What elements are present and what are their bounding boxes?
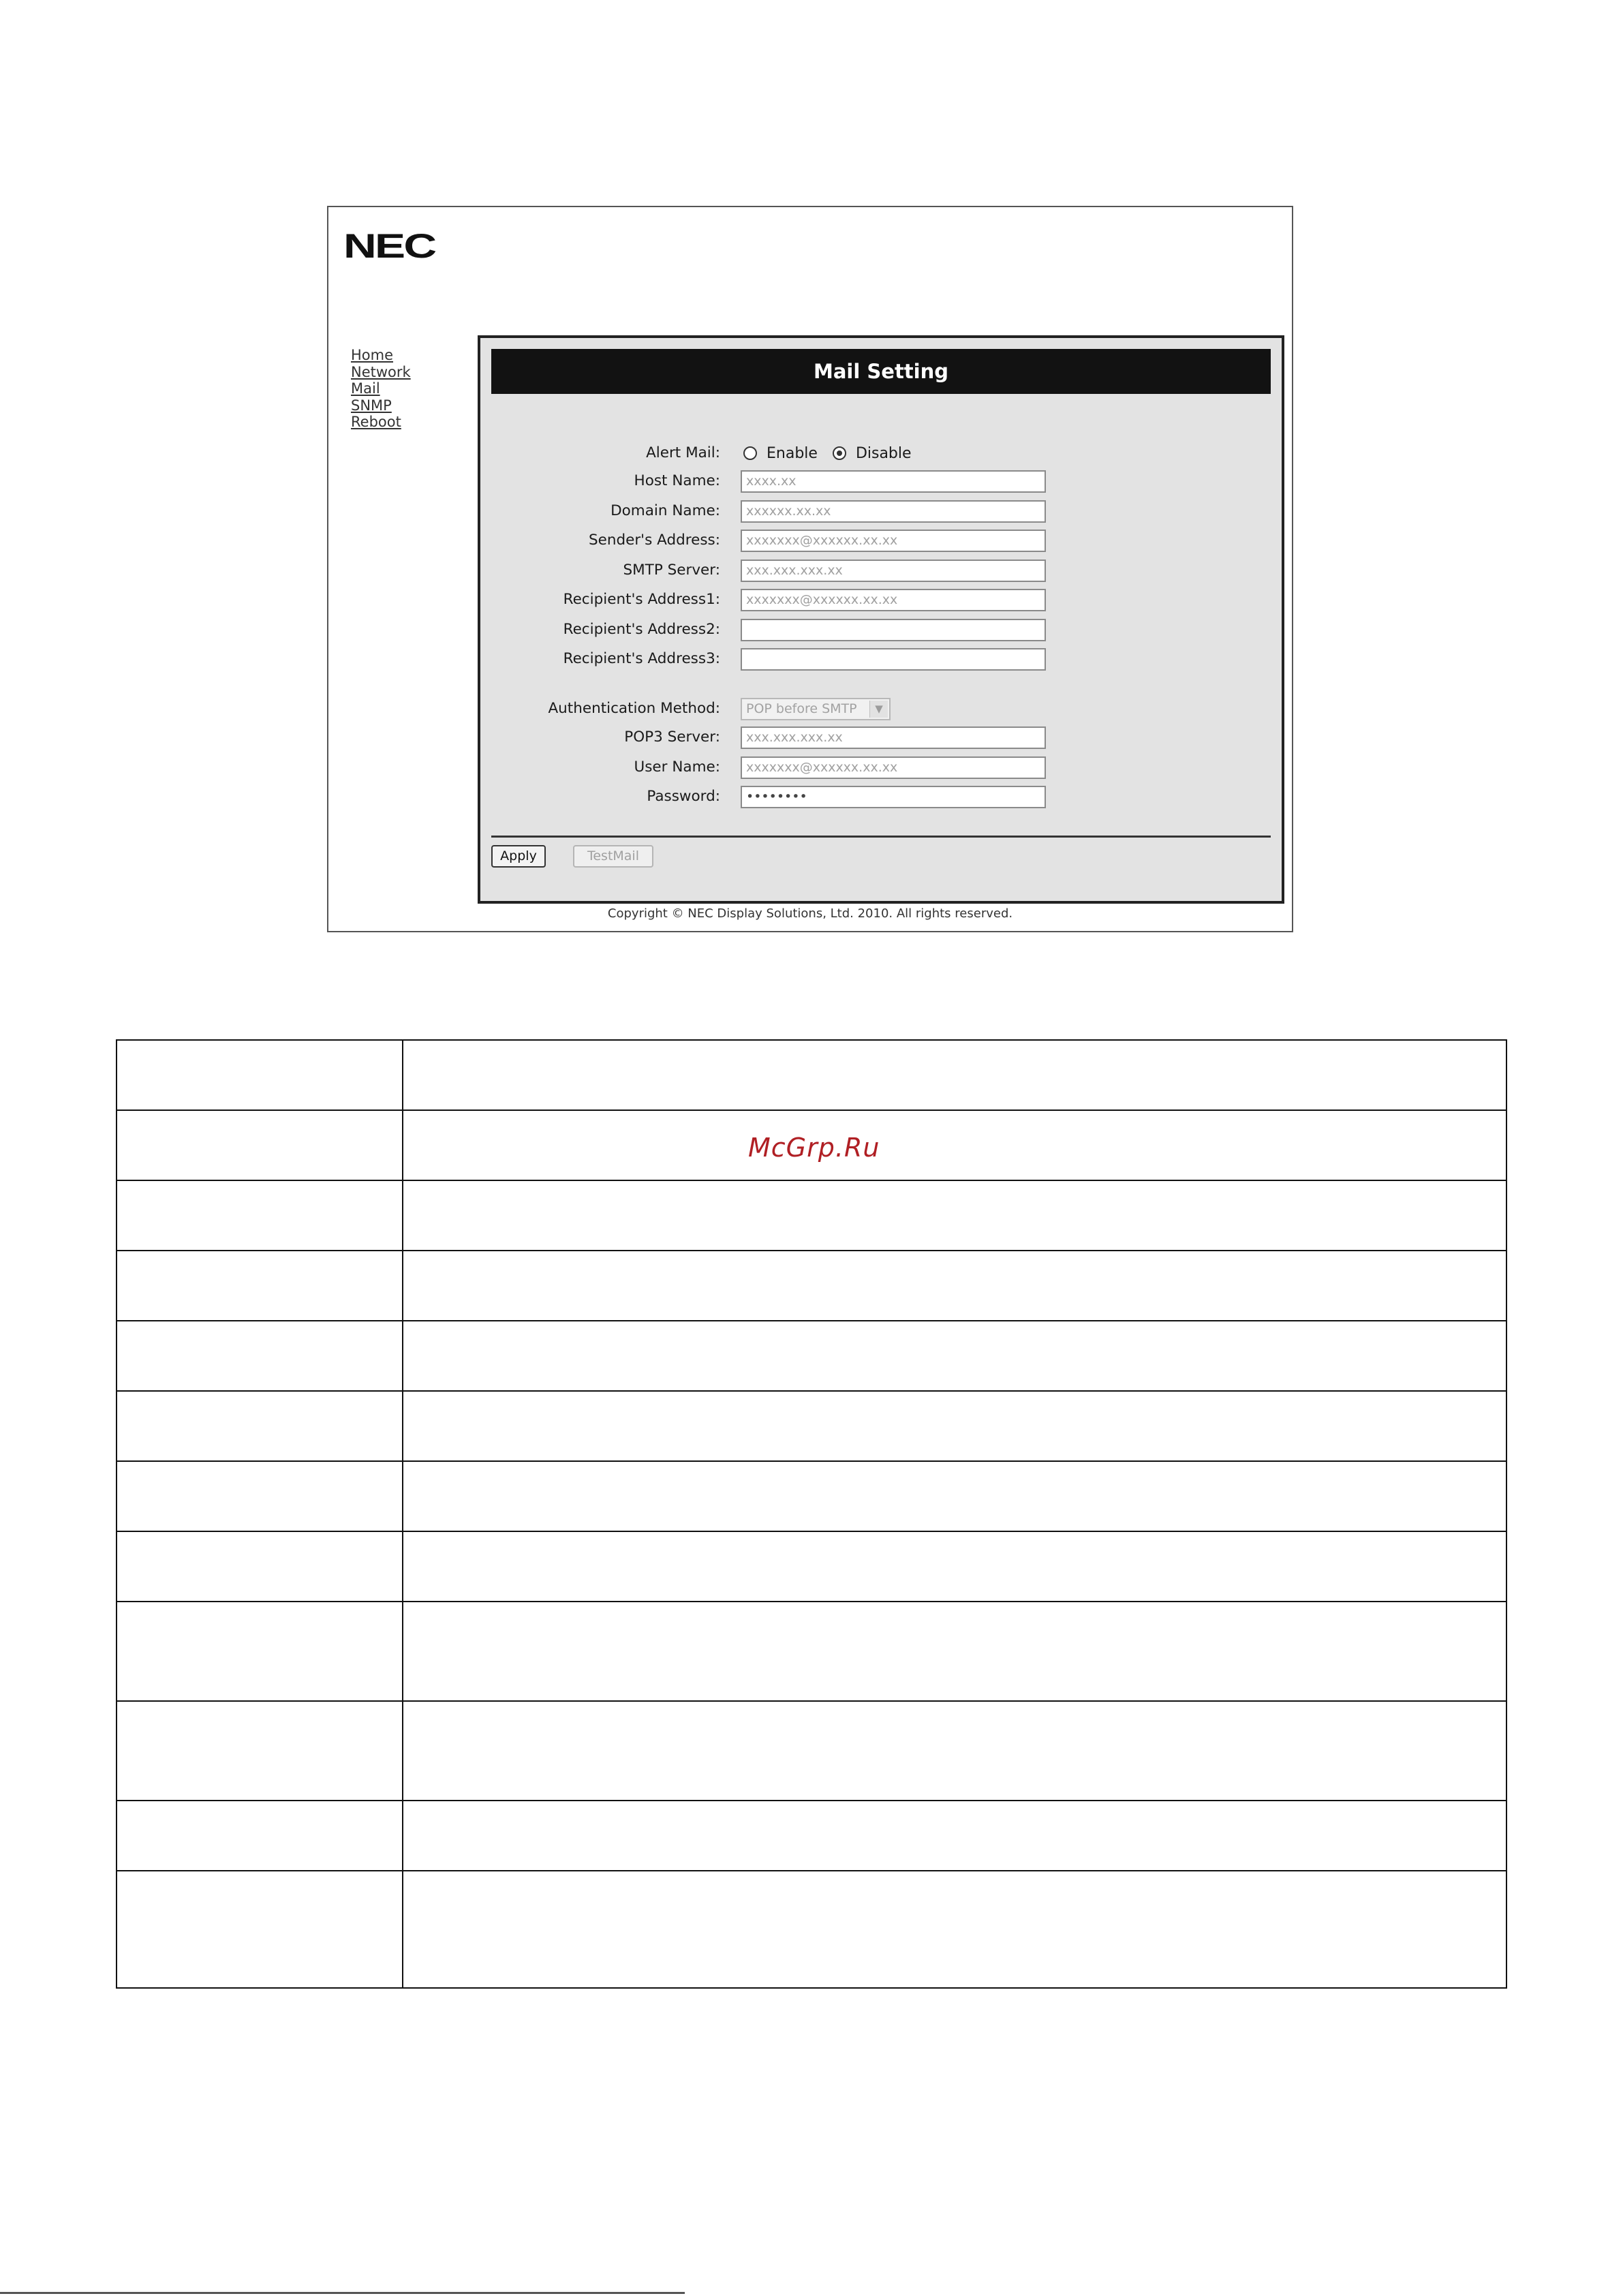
domain-name-row bbox=[480, 498, 1282, 524]
panel-title: Mail Setting bbox=[491, 349, 1271, 394]
apply-button[interactable]: Apply bbox=[491, 845, 546, 868]
smtp-server-input[interactable]: xxx.xxx.xxx.xx bbox=[741, 560, 1046, 582]
nec-logo: NEC bbox=[343, 227, 435, 265]
host-name-label: Host Name: bbox=[634, 472, 720, 489]
footer-rule bbox=[0, 2292, 685, 2294]
table-row bbox=[117, 1602, 1506, 1701]
table-row bbox=[117, 1391, 1506, 1461]
sender-address-input[interactable]: xxxxxxx@xxxxxx.xx.xx bbox=[741, 530, 1046, 552]
panel-divider bbox=[491, 836, 1271, 838]
user-name-row bbox=[480, 754, 1282, 780]
sender-address-label: Sender's Address: bbox=[588, 532, 720, 549]
sender-address-row bbox=[480, 527, 1282, 553]
recipient-address3-label: Recipient's Address3: bbox=[563, 650, 720, 667]
user-name-label: User Name: bbox=[634, 758, 720, 776]
copyright-notice: Copyright © NEC Display Solutions, Ltd. 2010. All rights reserved. bbox=[607, 906, 1013, 921]
table-row bbox=[117, 1251, 1506, 1321]
password-input[interactable]: •••••••• bbox=[741, 786, 1046, 808]
table-row bbox=[117, 1321, 1506, 1391]
table-row bbox=[117, 1040, 1506, 1110]
alert-mail-radio-group bbox=[743, 440, 927, 466]
table-row bbox=[117, 1531, 1506, 1602]
mail-setting-screenshot bbox=[327, 206, 1293, 932]
password-row bbox=[480, 784, 1282, 810]
mail-setting-panel bbox=[478, 335, 1284, 904]
recipient-address1-row bbox=[480, 587, 1282, 613]
domain-name-input[interactable]: xxxxxx.xx.xx bbox=[741, 500, 1046, 523]
chevron-down-icon[interactable]: ▼ bbox=[869, 701, 888, 718]
auth-method-label: Authentication Method: bbox=[548, 700, 720, 717]
recipient-address2-input[interactable] bbox=[741, 619, 1046, 641]
pop3-server-input[interactable]: xxx.xxx.xxx.xx bbox=[741, 726, 1046, 749]
table-row bbox=[117, 1461, 1506, 1531]
alert-mail-row bbox=[480, 440, 1282, 466]
alert-mail-label: Alert Mail: bbox=[646, 444, 720, 461]
recipient-address2-row bbox=[480, 617, 1282, 643]
password-label: Password: bbox=[647, 788, 720, 805]
host-name-input[interactable]: xxxx.xx bbox=[741, 470, 1046, 493]
smtp-server-label: SMTP Server: bbox=[623, 561, 720, 579]
recipient-address1-input[interactable]: xxxxxxx@xxxxxx.xx.xx bbox=[741, 589, 1046, 611]
testmail-button[interactable]: TestMail bbox=[573, 845, 653, 868]
nav-link-snmp[interactable]: SNMP bbox=[351, 397, 392, 414]
enable-radio[interactable] bbox=[743, 446, 757, 460]
auth-method-select[interactable] bbox=[741, 698, 891, 720]
user-name-input[interactable]: xxxxxxx@xxxxxx.xx.xx bbox=[741, 756, 1046, 779]
disable-radio[interactable] bbox=[833, 446, 846, 460]
nav-link-reboot[interactable]: Reboot bbox=[351, 414, 401, 430]
recipient-address2-label: Recipient's Address2: bbox=[563, 620, 720, 638]
recipient-address3-row bbox=[480, 646, 1282, 672]
smtp-server-row bbox=[480, 557, 1282, 583]
recipient-address3-input[interactable] bbox=[741, 648, 1046, 671]
auth-method-row bbox=[480, 696, 1282, 722]
domain-name-label: Domain Name: bbox=[610, 502, 720, 519]
enable-radio-label[interactable]: Enable bbox=[767, 444, 818, 462]
table-row bbox=[117, 1180, 1506, 1251]
auth-method-value: POP before SMTP bbox=[746, 701, 857, 716]
table-row bbox=[117, 1871, 1506, 1988]
recipient-address1-label: Recipient's Address1: bbox=[563, 591, 720, 608]
table-row bbox=[117, 1701, 1506, 1801]
pop3-server-label: POP3 Server: bbox=[624, 729, 720, 746]
table-row bbox=[117, 1801, 1506, 1871]
description-table bbox=[116, 1039, 1507, 1989]
watermark-text: McGrp.Ru bbox=[748, 1133, 880, 1163]
disable-radio-label[interactable]: Disable bbox=[855, 444, 912, 462]
nav-link-network[interactable]: Network bbox=[351, 363, 411, 380]
pop3-server-row bbox=[480, 724, 1282, 750]
side-navigation bbox=[351, 347, 411, 431]
nav-link-mail[interactable]: Mail bbox=[351, 380, 380, 397]
nav-link-home[interactable]: Home bbox=[351, 347, 394, 363]
host-name-row bbox=[480, 468, 1282, 494]
